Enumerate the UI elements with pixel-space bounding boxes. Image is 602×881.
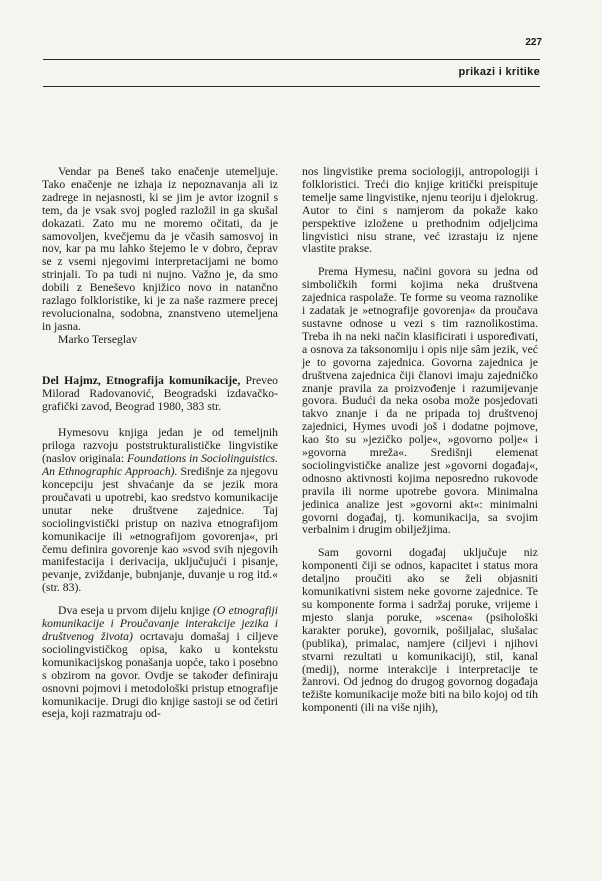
section-title: prikazi i kritike xyxy=(458,66,540,78)
body-paragraph: nos lingvistike prema sociologiji, antropologiji i folkloristici. Treći dio knjige kritički preispituje temelje same lingvistike, njenu teoriju i djelokrug. Autor to čini s namjerom da pokaže kako perspektive izložene u prethodnim odjeljcima lingvistici nisu strane, već izrastaju iz njene vlastite prakse. xyxy=(302,165,538,256)
essay-titles-italic: (O etnografiji komunikacije i Proučavanje interakcije jezika i društvenog života) xyxy=(42,604,278,643)
left-column xyxy=(42,166,278,721)
page-number: 227 xyxy=(525,37,542,48)
body-paragraph: Dva eseja u prvom dijelu knjige (O etnografiji komunikacije i Proučavanje interakcije jezika i društvenog života) ocrtavaju domašaj i ciljeve sociolingvističkog opisa, kako u kontekstu komunikacijskog ponašanja uopće, tako i posebno s obzirom na govor. Ovdje se također definiraju osnovni pojmovi i metodološki pristup etnografije komunikacije. Drugi dio knjige sastoji se od četiri eseja, koji razmatraju od- xyxy=(42,604,279,721)
review-bibliographic-header xyxy=(42,375,278,414)
original-title-italic: Foundations in Sociolinguistics. An Ethnographic Approach). xyxy=(42,452,279,479)
body-paragraph: Prema Hymesu, načini govora su jedna od simboličkih formi kojima neka društvena zajednica raspolaže. Te forme su veoma raznolike i zadatak je »etnografije govorenja« da proučava sustavne odnose u vezi s tim raznolikostima. Treba ih na neki način klasificirati i uspoređivati, a osnova za taksonomiju i opis nije sâm jezik, već je to govorna zajednica. Govorna zajednica je društvena zajednica čiji članovi imaju zajedničko znanje pravila za proizvođenje i razumijevanje govora. Budući da neka osoba može posjedovati takvo znanje i da ne pripada toj društvenoj zajednici, Hymes uvodi još i dodatne pojmove, kao što su »jezičko polje«, »govorno polje« i »govorna mreža«. Središnji elemenat sociolingvističke analize jest »govorni događaj«, odnosno aktivnosti kojima neposredno rukovode pravila ili norme upotrebe govora. Minimalna jedinica analize jest »govorni akt«: minimalni govorni događaj, tj. komunikacija, sa svojim verbalnim i drugim obilježjima. xyxy=(302,265,538,537)
header-rule-top xyxy=(43,59,540,60)
body-paragraph: Sam govorni događaj uključuje niz komponenti čiji se odnos, kapacitet i status mora detaljno proučiti ako se želi objasniti komunikativni sistem neke govorne zajednice. Te su komponente forma i sadržaj poruke, vrijeme i mjesto slanja poruke, »scena« (psihološki karakter poruke), govornik, pošiljalac, slušalac (publika), primalac, namjere (ciljevi i njihovi stvarni rezultati u komunikaciji), stil, kanal (medij), norme interakcije i interpretacije te žanrovi. Od jednog do drugog govornog događaja težište komunikacije može biti na bilo kojoj od tih komponenti (ili na više njih), xyxy=(302,546,538,715)
review-book-title: Del Hajmz, Etnografija komunikacije, xyxy=(42,373,241,387)
body-paragraph: Hymesovu knjiga jedan je od temeljnih priloga razvoju poststrukturalističke lingvistike (naslov originala: Foundations in Sociolinguistics. An Ethnographic Approach). Središnje za njegovu koncepciju jest shvaćanje da se jezik mora proučavati u upotrebi, kao sredstvo komunikacije unutar neke društvene zajednice. Taj sociolingvistički pristup on naziva etnografijom komunikacije ili »etnografijom govorenja«, pri čemu definira govorenje kao »svod svih njegovih manifestacija i derivacija, uključujući i pisanje, pevanje, zviždanje, bubnjanje, duvanje u rog itd.« (str. 83). xyxy=(42,426,279,595)
header-rule-bottom xyxy=(43,86,540,87)
right-column xyxy=(302,166,538,715)
review-bibliography: Preveo Milorad Radovanović, Beogradski izdavačko-grafički zavod, Beograd 1980, 383 str. xyxy=(42,373,279,413)
review-signature: Marko Terseglav xyxy=(58,332,138,346)
review-closing-paragraph: Vendar pa Beneš tako enačenje utemeljuje. Tako enačenje ne izhaja iz nepoznavanja ali iz zadrege in nejasnosti, ki se jim je avtor izognil s tem, da je vsak svoj pogled razložil in ga skušal dokazati. Zato mu ne moremo očitati, da je samovoljen, kvečjemu da je včasih samosvoj in nov, kar pa mu lahko štejemo le v dobro, čeprav se z vsemi njegovimi interpretacijami ne bomo strinjali. To pa tudi ni nujno. Važno je, da smo dobili z Beneševo knjižico novo in natančno razlago folkloristike, ki je za naše razmere precej revolucionalna, sodobna, znanstveno utemeljena in jasna. xyxy=(42,165,278,333)
